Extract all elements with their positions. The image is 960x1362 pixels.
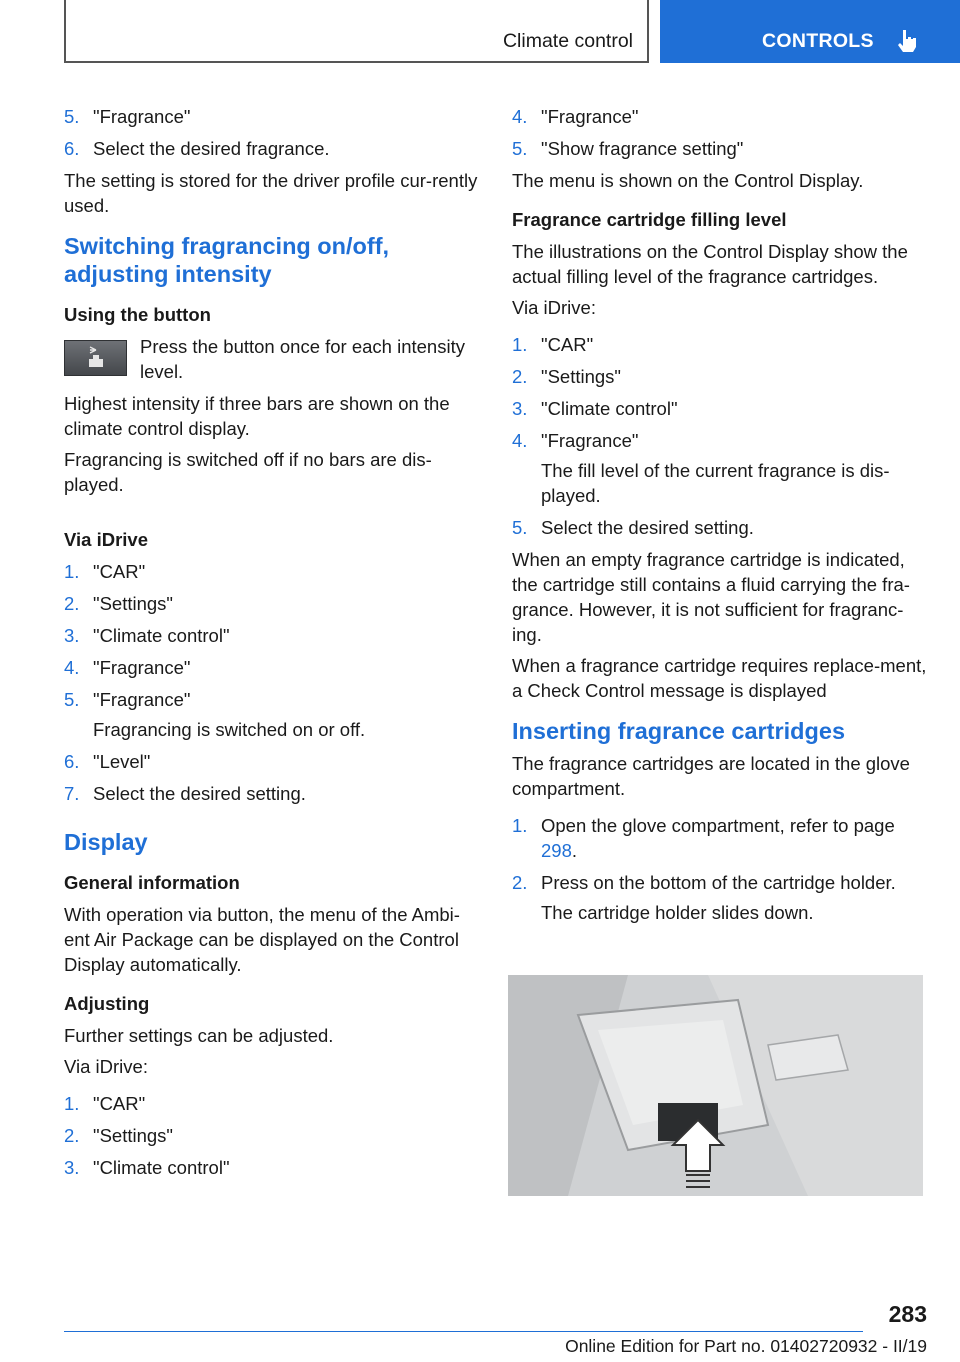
header-category-tab xyxy=(660,0,960,63)
list-item: 1. Open the glove compartment, refer to page 298. xyxy=(512,815,895,861)
list-item: 5. "Fragrance" xyxy=(64,106,191,127)
paragraph-highest: Highest intensity if three bars are shown on the climate control display. xyxy=(64,393,450,439)
heading-switching: Switching fragrancing on/off, adjusting intensity xyxy=(64,233,390,287)
list-item: 1. "CAR" xyxy=(64,561,146,582)
heading-adjusting: Adjusting xyxy=(64,993,150,1014)
page-reference-link[interactable]: 298 xyxy=(541,840,572,861)
heading-general-information: General information xyxy=(64,872,240,893)
list-item: 5. "Fragrance" Fragrancing is switched on or off. xyxy=(64,687,479,742)
list-item: 1. "CAR" xyxy=(512,334,594,355)
page-number: 283 xyxy=(888,1301,927,1327)
paragraph-located: The fragrance cartridges are located in the glove compartment. xyxy=(512,753,910,799)
paragraph-replacement: When a fragrance cartridge requires replace-ment, a Check Control message is displayed xyxy=(512,655,927,701)
list-item: 4. "Fragrance" xyxy=(512,106,639,127)
heading-filling-level: Fragrance cartridge filling level xyxy=(512,209,787,230)
paragraph-via-idrive: Via iDrive: xyxy=(64,1056,148,1077)
list-item-note: The cartridge holder slides down. xyxy=(541,902,814,923)
paragraph-stored: The setting is stored for the driver profile cur-rently used. xyxy=(64,170,478,216)
right-column xyxy=(512,104,927,932)
paragraph-illustrations: The illustrations on the Control Display show the actual filling level of the fragrance cartridges. xyxy=(512,241,908,287)
list-item: 4. "Fragrance" xyxy=(64,657,191,678)
list-item: 3. "Climate control" xyxy=(64,625,230,646)
header-section-title: Climate control xyxy=(502,30,633,52)
list-item: 2. "Settings" xyxy=(512,366,621,387)
button-instruction xyxy=(64,334,479,384)
edition-text: Online Edition for Part no. 01402720932 - II/19 xyxy=(565,1336,927,1356)
heading-using-button: Using the button xyxy=(64,304,211,325)
fragrance-icon xyxy=(65,341,126,375)
list-item: 7. Select the desired setting. xyxy=(64,783,306,804)
list-item: 6. Select the desired fragrance. xyxy=(64,138,330,159)
header-category-label: CONTROLS xyxy=(762,30,874,52)
button-instruction-text: Press the button once for each intensity level. xyxy=(140,336,465,382)
paragraph-general: With operation via button, the menu of the Ambi-ent Air Package can be displayed on the Control Display automatically. xyxy=(64,904,460,975)
paragraph-via-idrive: Via iDrive: xyxy=(512,297,596,318)
list-item-note: Fragrancing is switched on or off. xyxy=(93,719,366,740)
list-item: 1. "CAR" xyxy=(64,1093,146,1114)
list-item: 3. "Climate control" xyxy=(512,398,678,419)
list-item: 3. "Climate control" xyxy=(64,1157,230,1178)
list-item: 6. "Level" xyxy=(64,751,151,772)
paragraph-further: Further settings can be adjusted. xyxy=(64,1025,334,1046)
paragraph-switched-off: Fragrancing is switched off if no bars are dis-played. xyxy=(64,449,432,495)
list-item: 5. Select the desired setting. xyxy=(512,517,754,538)
list-item: 2. Press on the bottom of the cartridge holder. The cartridge holder slides down. xyxy=(512,870,927,925)
left-column xyxy=(64,104,479,1187)
fragrance-button-image xyxy=(64,340,127,376)
heading-inserting: Inserting fragrance cartridges xyxy=(512,718,846,744)
list-item-note: The fill level of the current fragrance is dis-played. xyxy=(541,460,890,506)
glove-compartment-photo xyxy=(508,975,923,1196)
list-item: 5. "Show fragrance setting" xyxy=(512,138,744,159)
heading-via-idrive: Via iDrive xyxy=(64,529,148,550)
list-item: 4. "Fragrance" The fill level of the current fragrance is dis-played. xyxy=(512,428,927,508)
footer-rule xyxy=(64,1331,863,1332)
list-item: 2. "Settings" xyxy=(64,1125,173,1146)
paragraph-menu-shown: The menu is shown on the Control Display. xyxy=(512,170,864,191)
heading-display: Display xyxy=(64,829,148,855)
pointing-hand-icon xyxy=(896,28,918,54)
paragraph-empty-cartridge: When an empty fragrance cartridge is indicated, the cartridge still contains a fluid carrying the fra-grance. However, it is not sufficient for fragranc-ing. xyxy=(512,549,910,645)
header-section-box xyxy=(64,0,649,63)
list-item: 2. "Settings" xyxy=(64,593,173,614)
